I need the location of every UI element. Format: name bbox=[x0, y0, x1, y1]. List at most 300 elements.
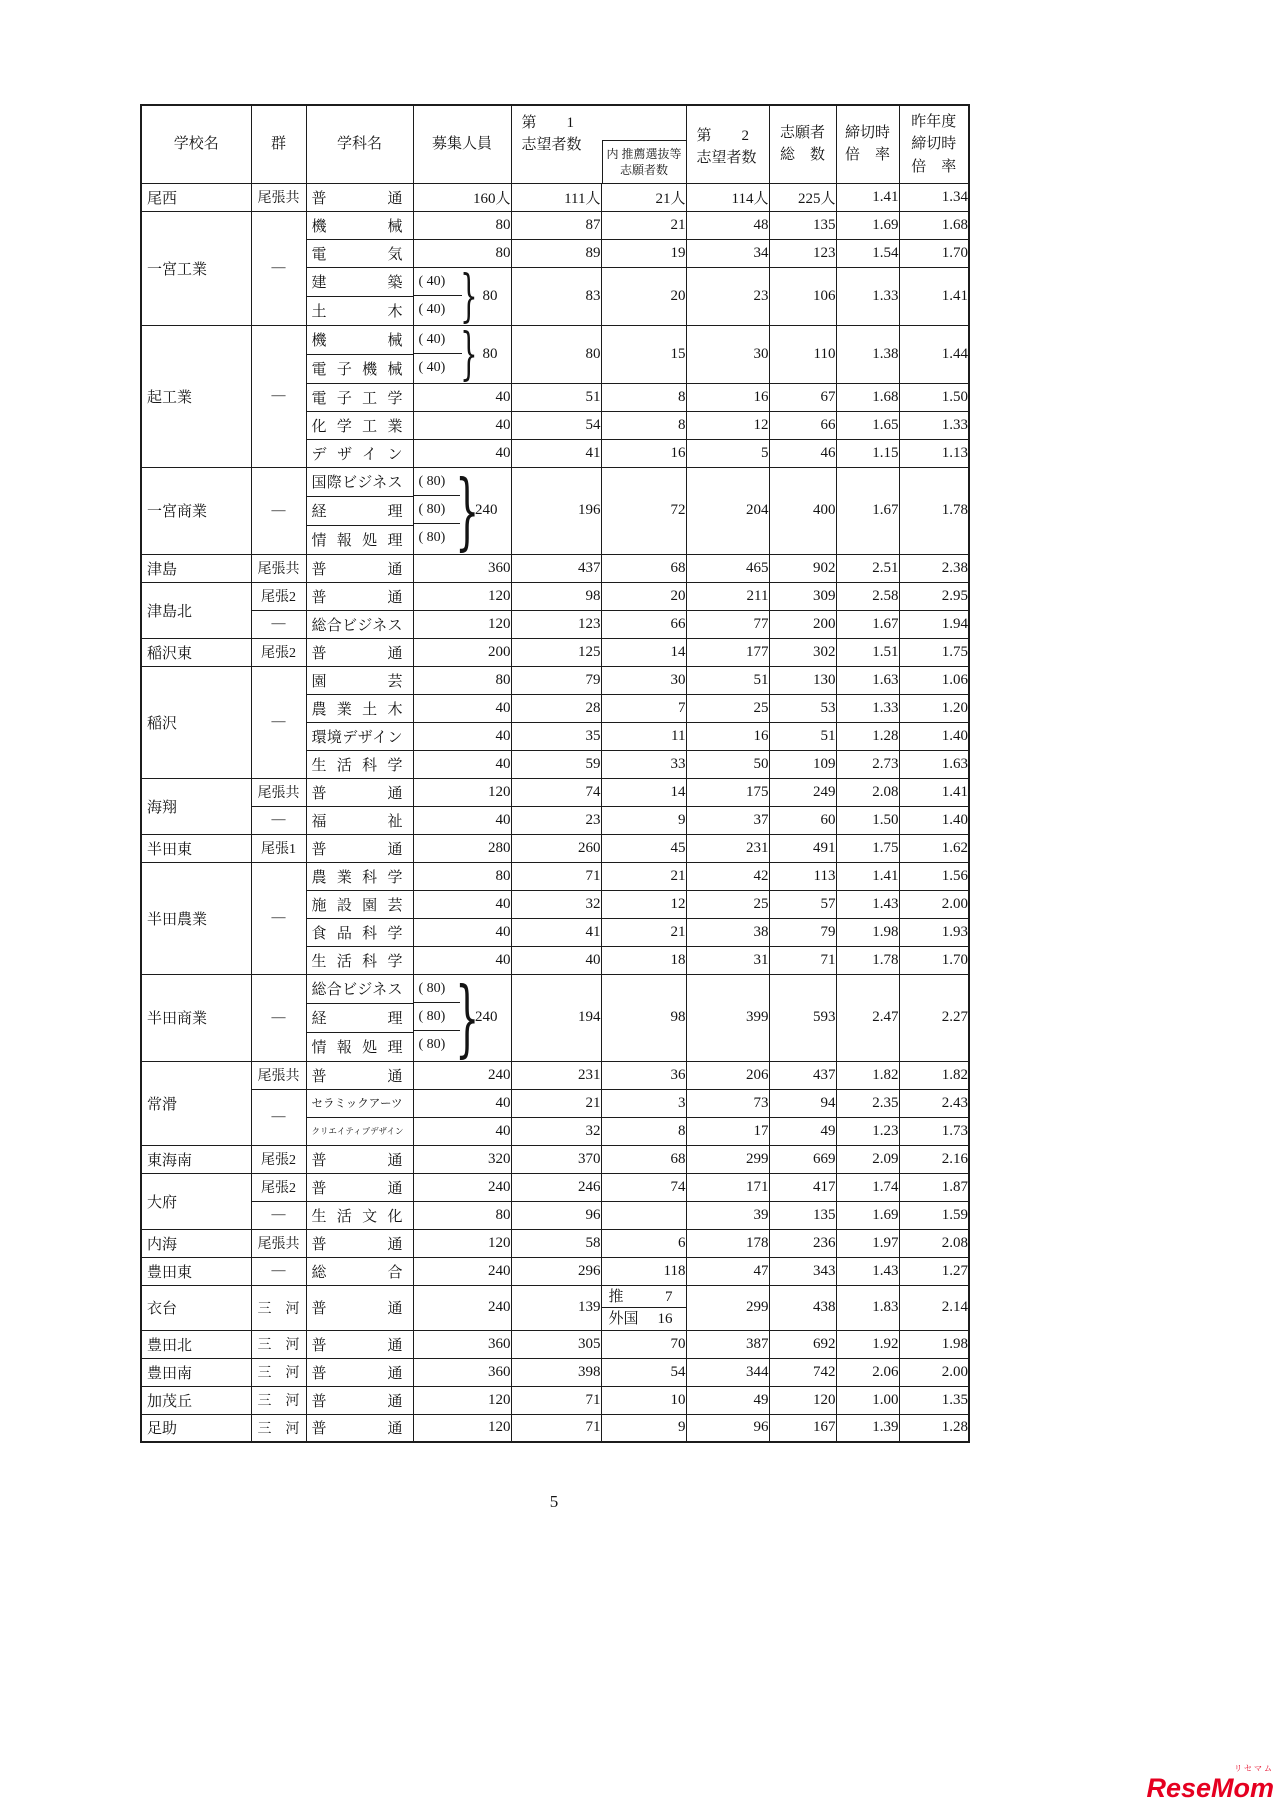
total-cell: 94 bbox=[769, 1089, 836, 1117]
rec-value: 7 bbox=[665, 1288, 673, 1305]
dept-name: 普通 bbox=[306, 1145, 413, 1173]
table-row bbox=[141, 806, 969, 834]
table-row bbox=[141, 1285, 969, 1330]
total-cell: 57 bbox=[769, 890, 836, 918]
capacity-cell: 40 bbox=[413, 806, 511, 834]
prev-ratio-cell: 1.63 bbox=[899, 750, 969, 778]
group-cell: 尾張共 bbox=[251, 778, 306, 806]
dept-name: 園芸 bbox=[306, 666, 413, 694]
dept-name: 建築 bbox=[306, 267, 413, 296]
school-name: 衣台 bbox=[141, 1285, 251, 1330]
school-name: 豊田北 bbox=[141, 1330, 251, 1358]
prev-ratio-cell: 2.95 bbox=[899, 582, 969, 610]
capacity-cell: 40 bbox=[413, 750, 511, 778]
dept-name: 化学工業 bbox=[306, 411, 413, 439]
ratio-cell: 1.51 bbox=[836, 638, 899, 666]
total-cell: 742 bbox=[769, 1358, 836, 1386]
rec-value: 16 bbox=[657, 1310, 673, 1327]
total-cell: 67 bbox=[769, 383, 836, 411]
header-school: 学校名 bbox=[141, 105, 251, 183]
school-name: 一宮工業 bbox=[141, 211, 251, 325]
first-choice-cell: 79 bbox=[511, 666, 601, 694]
ratio-cell: 2.47 bbox=[836, 974, 899, 1061]
recommendation-cell: 66 bbox=[601, 610, 686, 638]
resemom-logo bbox=[1146, 1763, 1274, 1802]
total-cell: 135 bbox=[769, 1201, 836, 1229]
recommendation-cell: 16 bbox=[601, 439, 686, 467]
first-choice-cell: 89 bbox=[511, 239, 601, 267]
prev-ratio-cell: 2.00 bbox=[899, 1358, 969, 1386]
recommendation-cell: 8 bbox=[601, 1117, 686, 1145]
total-cell: 491 bbox=[769, 834, 836, 862]
dept-name: 普通 bbox=[306, 1285, 413, 1330]
school-name: 起工業 bbox=[141, 325, 251, 467]
prev-ratio-cell: 1.56 bbox=[899, 862, 969, 890]
ratio-cell: 1.33 bbox=[836, 267, 899, 325]
prev-ratio-cell: 1.50 bbox=[899, 383, 969, 411]
prev-ratio-cell: 1.75 bbox=[899, 638, 969, 666]
table-row bbox=[141, 211, 969, 239]
group-cell: ― bbox=[251, 806, 306, 834]
group-cell: 尾張2 bbox=[251, 638, 306, 666]
first-choice-cell: 370 bbox=[511, 1145, 601, 1173]
capacity-cell: 80 bbox=[413, 211, 511, 239]
table-row bbox=[141, 325, 969, 354]
prev-ratio-cell: 1.59 bbox=[899, 1201, 969, 1229]
second-choice-cell: 77 bbox=[686, 610, 769, 638]
second-choice-cell: 34 bbox=[686, 239, 769, 267]
table-row bbox=[141, 467, 969, 496]
ratio-cell: 1.00 bbox=[836, 1386, 899, 1414]
recommendation-cell: 8 bbox=[601, 411, 686, 439]
header-prev-year-ratio: 昨年度 締切時 倍 率 bbox=[899, 105, 969, 183]
second-choice-cell: 42 bbox=[686, 862, 769, 890]
dept-name: 情報処理 bbox=[306, 525, 413, 554]
capacity-cell: 40 bbox=[413, 694, 511, 722]
capacity-cell: 40 bbox=[413, 918, 511, 946]
prev-ratio-cell: 1.35 bbox=[899, 1386, 969, 1414]
capacity-group-cell bbox=[413, 467, 511, 554]
recommendation-cell: 21 bbox=[601, 211, 686, 239]
school-name: 津島 bbox=[141, 554, 251, 582]
capacity-cell: 40 bbox=[413, 722, 511, 750]
second-choice-cell: 299 bbox=[686, 1285, 769, 1330]
dept-name: 施設園芸 bbox=[306, 890, 413, 918]
dept-name: デザイン bbox=[306, 439, 413, 467]
recommendation-cell: 72 bbox=[601, 467, 686, 554]
dept-name: 普通 bbox=[306, 638, 413, 666]
capacity-cell: 120 bbox=[413, 610, 511, 638]
ratio-cell: 1.43 bbox=[836, 1257, 899, 1285]
first-choice-cell: 74 bbox=[511, 778, 601, 806]
dept-name: 生活科学 bbox=[306, 750, 413, 778]
recommendation-cell: 10 bbox=[601, 1386, 686, 1414]
group-cell: 三 河 bbox=[251, 1414, 306, 1442]
first-choice-cell: 32 bbox=[511, 1117, 601, 1145]
dept-name: クリエイティブデザイン bbox=[306, 1117, 413, 1145]
recommendation-cell: 33 bbox=[601, 750, 686, 778]
group-cell: 尾張2 bbox=[251, 1173, 306, 1201]
header-first-choice: 第 1 志望者数 bbox=[521, 115, 582, 153]
prev-ratio-cell: 2.14 bbox=[899, 1285, 969, 1330]
recommendation-cell: 14 bbox=[601, 638, 686, 666]
dept-name: 電子機械 bbox=[306, 354, 413, 383]
total-cell: 113 bbox=[769, 862, 836, 890]
recommendation-cell: 20 bbox=[601, 582, 686, 610]
table-row bbox=[141, 1201, 969, 1229]
group-cell: ― bbox=[251, 1257, 306, 1285]
ratio-cell: 2.73 bbox=[836, 750, 899, 778]
total-cell: 120 bbox=[769, 1386, 836, 1414]
total-cell: 51 bbox=[769, 722, 836, 750]
prev-ratio-cell: 1.70 bbox=[899, 946, 969, 974]
recommendation-cell: 3 bbox=[601, 1089, 686, 1117]
dept-name: 経理 bbox=[306, 1003, 413, 1032]
second-choice-cell: 204 bbox=[686, 467, 769, 554]
recommendation-cell: 19 bbox=[601, 239, 686, 267]
group-cell: 尾張1 bbox=[251, 834, 306, 862]
sub-capacity: ( 80) bbox=[414, 1003, 461, 1031]
group-cell: 尾張共 bbox=[251, 1229, 306, 1257]
first-choice-cell: 260 bbox=[511, 834, 601, 862]
dept-name: 生活文化 bbox=[306, 1201, 413, 1229]
group-cell: 三 河 bbox=[251, 1285, 306, 1330]
dept-name: 機械 bbox=[306, 211, 413, 239]
first-choice-cell: 51 bbox=[511, 383, 601, 411]
capacity-total: 80 bbox=[482, 287, 498, 304]
recommendation-cell: 45 bbox=[601, 834, 686, 862]
group-cell: 尾張2 bbox=[251, 1145, 306, 1173]
prev-ratio-cell: 1.68 bbox=[899, 211, 969, 239]
dept-name: 普通 bbox=[306, 1330, 413, 1358]
table-row bbox=[141, 638, 969, 666]
dept-name: 普通 bbox=[306, 834, 413, 862]
ratio-cell: 1.82 bbox=[836, 1061, 899, 1089]
capacity-cell: 240 bbox=[413, 1257, 511, 1285]
prev-ratio-cell: 1.44 bbox=[899, 325, 969, 383]
capacity-cell: 80 bbox=[413, 666, 511, 694]
second-choice-cell: 25 bbox=[686, 694, 769, 722]
capacity-total: 240 bbox=[475, 1009, 498, 1025]
school-name: 常滑 bbox=[141, 1061, 251, 1145]
prev-ratio-cell: 1.34 bbox=[899, 183, 969, 211]
table-row bbox=[141, 183, 969, 211]
school-name: 内海 bbox=[141, 1229, 251, 1257]
second-choice-cell: 206 bbox=[686, 1061, 769, 1089]
total-cell: 167 bbox=[769, 1414, 836, 1442]
group-cell: 尾張共 bbox=[251, 1061, 306, 1089]
first-choice-cell: 231 bbox=[511, 1061, 601, 1089]
ratio-cell: 2.06 bbox=[836, 1358, 899, 1386]
recommendation-cell: 14 bbox=[601, 778, 686, 806]
ratio-cell: 1.43 bbox=[836, 890, 899, 918]
total-cell: 302 bbox=[769, 638, 836, 666]
school-name: 半田東 bbox=[141, 834, 251, 862]
sub-capacity: ( 40) bbox=[414, 268, 462, 296]
dept-name: 電気 bbox=[306, 239, 413, 267]
prev-ratio-cell: 1.93 bbox=[899, 918, 969, 946]
ratio-cell: 1.68 bbox=[836, 383, 899, 411]
dept-name: 食品科学 bbox=[306, 918, 413, 946]
second-choice-cell: 30 bbox=[686, 325, 769, 383]
header-first-choice-block bbox=[511, 105, 686, 183]
capacity-cell: 120 bbox=[413, 1414, 511, 1442]
ratio-cell: 1.38 bbox=[836, 325, 899, 383]
dept-name: 福祉 bbox=[306, 806, 413, 834]
ratio-cell: 1.67 bbox=[836, 610, 899, 638]
school-name: 稲沢東 bbox=[141, 638, 251, 666]
total-cell: 400 bbox=[769, 467, 836, 554]
recommendation-cell: 70 bbox=[601, 1330, 686, 1358]
total-cell: 438 bbox=[769, 1285, 836, 1330]
school-name: 東海南 bbox=[141, 1145, 251, 1173]
prev-ratio-cell: 2.08 bbox=[899, 1229, 969, 1257]
capacity-cell: 40 bbox=[413, 946, 511, 974]
group-cell: ― bbox=[251, 325, 306, 467]
prev-ratio-cell: 1.20 bbox=[899, 694, 969, 722]
recommendation-cell: 20 bbox=[601, 267, 686, 325]
second-choice-cell: 399 bbox=[686, 974, 769, 1061]
recommendation-cell bbox=[601, 1201, 686, 1229]
prev-ratio-cell: 2.38 bbox=[899, 554, 969, 582]
second-choice-cell: 299 bbox=[686, 1145, 769, 1173]
dept-name: セラミックアーツ bbox=[306, 1089, 413, 1117]
capacity-cell: 120 bbox=[413, 778, 511, 806]
ratio-cell: 1.50 bbox=[836, 806, 899, 834]
group-cell: ― bbox=[251, 666, 306, 778]
total-cell: 236 bbox=[769, 1229, 836, 1257]
recommendation-cell: 7 bbox=[601, 694, 686, 722]
dept-name: 土木 bbox=[306, 296, 413, 325]
first-choice-cell: 21 bbox=[511, 1089, 601, 1117]
first-choice-cell: 54 bbox=[511, 411, 601, 439]
brace-icon bbox=[460, 466, 475, 555]
school-name: 加茂丘 bbox=[141, 1386, 251, 1414]
second-choice-cell: 114人 bbox=[686, 183, 769, 211]
dept-name: 農業科学 bbox=[306, 862, 413, 890]
prev-ratio-cell: 2.00 bbox=[899, 890, 969, 918]
prev-ratio-cell: 1.87 bbox=[899, 1173, 969, 1201]
group-cell: ― bbox=[251, 467, 306, 554]
ratio-cell: 1.98 bbox=[836, 918, 899, 946]
second-choice-cell: 50 bbox=[686, 750, 769, 778]
first-choice-cell: 71 bbox=[511, 1414, 601, 1442]
school-name: 稲沢 bbox=[141, 666, 251, 778]
ratio-cell: 1.65 bbox=[836, 411, 899, 439]
capacity-cell: 120 bbox=[413, 1386, 511, 1414]
first-choice-cell: 194 bbox=[511, 974, 601, 1061]
second-choice-cell: 51 bbox=[686, 666, 769, 694]
prev-ratio-cell: 1.70 bbox=[899, 239, 969, 267]
second-choice-cell: 23 bbox=[686, 267, 769, 325]
capacity-cell: 200 bbox=[413, 638, 511, 666]
recommendation-cell: 30 bbox=[601, 666, 686, 694]
dept-name: 農業土木 bbox=[306, 694, 413, 722]
prev-ratio-cell: 2.16 bbox=[899, 1145, 969, 1173]
total-cell: 309 bbox=[769, 582, 836, 610]
ratio-cell: 2.58 bbox=[836, 582, 899, 610]
capacity-total: 240 bbox=[475, 502, 498, 518]
ratio-cell: 2.35 bbox=[836, 1089, 899, 1117]
ratio-cell: 1.41 bbox=[836, 862, 899, 890]
total-cell: 669 bbox=[769, 1145, 836, 1173]
second-choice-cell: 12 bbox=[686, 411, 769, 439]
dept-name: 普通 bbox=[306, 1061, 413, 1089]
first-choice-cell: 71 bbox=[511, 862, 601, 890]
first-choice-cell: 305 bbox=[511, 1330, 601, 1358]
total-cell: 902 bbox=[769, 554, 836, 582]
table-row bbox=[141, 1386, 969, 1414]
capacity-cell: 240 bbox=[413, 1285, 511, 1330]
ratio-cell: 1.63 bbox=[836, 666, 899, 694]
ratio-cell: 1.78 bbox=[836, 946, 899, 974]
group-cell: 三 河 bbox=[251, 1330, 306, 1358]
sub-capacity: ( 80) bbox=[414, 496, 461, 524]
recommendation-cell: 15 bbox=[601, 325, 686, 383]
recommendation-cell: 12 bbox=[601, 890, 686, 918]
recommendation-cell: 54 bbox=[601, 1358, 686, 1386]
prev-ratio-cell: 1.78 bbox=[899, 467, 969, 554]
ratio-cell: 1.15 bbox=[836, 439, 899, 467]
table-row bbox=[141, 1089, 969, 1117]
capacity-cell: 40 bbox=[413, 411, 511, 439]
dept-name: 普通 bbox=[306, 1414, 413, 1442]
total-cell: 130 bbox=[769, 666, 836, 694]
capacity-cell: 80 bbox=[413, 239, 511, 267]
prev-ratio-cell: 1.41 bbox=[899, 778, 969, 806]
second-choice-cell: 177 bbox=[686, 638, 769, 666]
second-choice-cell: 17 bbox=[686, 1117, 769, 1145]
group-cell: ― bbox=[251, 862, 306, 974]
first-choice-cell: 41 bbox=[511, 439, 601, 467]
prev-ratio-cell: 1.94 bbox=[899, 610, 969, 638]
second-choice-cell: 387 bbox=[686, 1330, 769, 1358]
table-row bbox=[141, 974, 969, 1003]
sub-capacity: ( 80) bbox=[418, 529, 446, 545]
ratio-cell: 2.09 bbox=[836, 1145, 899, 1173]
prev-ratio-cell: 1.62 bbox=[899, 834, 969, 862]
ratio-cell: 1.69 bbox=[836, 211, 899, 239]
capacity-cell: 80 bbox=[413, 862, 511, 890]
dept-name: 普通 bbox=[306, 554, 413, 582]
second-choice-cell: 39 bbox=[686, 1201, 769, 1229]
ratio-cell: 1.92 bbox=[836, 1330, 899, 1358]
sub-capacity: ( 80) bbox=[414, 975, 461, 1003]
recommendation-cell: 9 bbox=[601, 1414, 686, 1442]
header-dept: 学科名 bbox=[306, 105, 413, 183]
school-name: 半田商業 bbox=[141, 974, 251, 1061]
dept-name: 普通 bbox=[306, 778, 413, 806]
ratio-cell: 1.67 bbox=[836, 467, 899, 554]
second-choice-cell: 231 bbox=[686, 834, 769, 862]
ratio-cell: 2.08 bbox=[836, 778, 899, 806]
total-cell: 110 bbox=[769, 325, 836, 383]
prev-ratio-cell: 1.82 bbox=[899, 1061, 969, 1089]
capacity-cell: 40 bbox=[413, 383, 511, 411]
recommendation-cell: 9 bbox=[601, 806, 686, 834]
table-row bbox=[141, 1358, 969, 1386]
table-row bbox=[141, 1145, 969, 1173]
second-choice-cell: 175 bbox=[686, 778, 769, 806]
capacity-cell: 80 bbox=[413, 1201, 511, 1229]
capacity-cell: 40 bbox=[413, 439, 511, 467]
dept-name: 普通 bbox=[306, 1173, 413, 1201]
second-choice-cell: 37 bbox=[686, 806, 769, 834]
total-cell: 79 bbox=[769, 918, 836, 946]
second-choice-cell: 47 bbox=[686, 1257, 769, 1285]
first-choice-cell: 41 bbox=[511, 918, 601, 946]
prev-ratio-cell: 2.27 bbox=[899, 974, 969, 1061]
prev-ratio-cell: 1.41 bbox=[899, 267, 969, 325]
total-cell: 135 bbox=[769, 211, 836, 239]
dept-name: 普通 bbox=[306, 1358, 413, 1386]
school-name: 足助 bbox=[141, 1414, 251, 1442]
second-choice-cell: 16 bbox=[686, 722, 769, 750]
school-name: 大府 bbox=[141, 1173, 251, 1229]
total-cell: 106 bbox=[769, 267, 836, 325]
school-name: 一宮商業 bbox=[141, 467, 251, 554]
capacity-cell: 160人 bbox=[413, 183, 511, 211]
total-cell: 71 bbox=[769, 946, 836, 974]
group-cell: ― bbox=[251, 974, 306, 1061]
brace-icon bbox=[462, 325, 477, 383]
capacity-cell: 40 bbox=[413, 1089, 511, 1117]
prev-ratio-cell: 1.28 bbox=[899, 1414, 969, 1442]
recommendation-cell: 18 bbox=[601, 946, 686, 974]
prev-ratio-cell: 1.40 bbox=[899, 806, 969, 834]
group-cell: ― bbox=[251, 211, 306, 325]
dept-name: 普通 bbox=[306, 1386, 413, 1414]
table-row bbox=[141, 1173, 969, 1201]
recommendation-cell: 21 bbox=[601, 862, 686, 890]
total-cell: 66 bbox=[769, 411, 836, 439]
recommendation-cell: 118 bbox=[601, 1257, 686, 1285]
capacity-cell: 360 bbox=[413, 1330, 511, 1358]
table-row bbox=[141, 1257, 969, 1285]
ratio-cell: 1.28 bbox=[836, 722, 899, 750]
group-cell: 三 河 bbox=[251, 1386, 306, 1414]
school-name: 豊田南 bbox=[141, 1358, 251, 1386]
rec-label: 推 bbox=[608, 1288, 624, 1305]
first-choice-cell: 139 bbox=[511, 1285, 601, 1330]
header-recommendation: 内 推薦選抜等 志願者数 bbox=[602, 140, 686, 183]
recommendation-cell: 8 bbox=[601, 383, 686, 411]
first-choice-cell: 437 bbox=[511, 554, 601, 582]
recommendation-cell: 36 bbox=[601, 1061, 686, 1089]
capacity-cell: 120 bbox=[413, 582, 511, 610]
header-deadline-ratio: 締切時 倍 率 bbox=[836, 105, 899, 183]
capacity-cell: 360 bbox=[413, 554, 511, 582]
dept-name: 生活科学 bbox=[306, 946, 413, 974]
dept-name: 総合 bbox=[306, 1257, 413, 1285]
table-row bbox=[141, 582, 969, 610]
capacity-cell: 240 bbox=[413, 1061, 511, 1089]
total-cell: 53 bbox=[769, 694, 836, 722]
total-cell: 123 bbox=[769, 239, 836, 267]
capacity-group-cell bbox=[413, 974, 511, 1061]
first-choice-cell: 398 bbox=[511, 1358, 601, 1386]
first-choice-cell: 59 bbox=[511, 750, 601, 778]
group-cell: 尾張共 bbox=[251, 183, 306, 211]
resemom-logo-text: ReseMom bbox=[1146, 1772, 1274, 1803]
admission-status-table bbox=[140, 104, 970, 1443]
table-row bbox=[141, 862, 969, 890]
capacity-cell: 360 bbox=[413, 1358, 511, 1386]
first-choice-cell: 32 bbox=[511, 890, 601, 918]
header-row bbox=[141, 105, 969, 183]
brace-icon bbox=[460, 973, 475, 1062]
first-choice-cell: 111人 bbox=[511, 183, 601, 211]
